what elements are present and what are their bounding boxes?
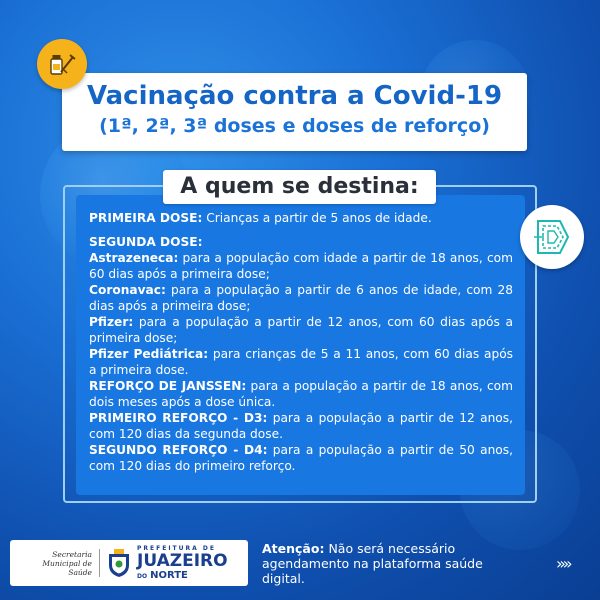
primeiro-reforco-item: PRIMEIRO REFORÇO - D3: para a população a partir de 12 anos, com 120 dias da segunda dose.	[89, 411, 513, 441]
eligibility-content	[76, 195, 525, 495]
segunda-dose-heading: SEGUNDA DOSE:	[89, 235, 203, 249]
double-chevron-right-icon: »»	[556, 554, 570, 573]
divider	[99, 549, 100, 577]
prefeitura-wordmark: PREFEITURA DE JUAZEIRO DO NORTE	[137, 545, 228, 581]
secretaria-label: Secretaria Municipal de Saúde	[42, 549, 92, 577]
title-box	[62, 73, 527, 151]
astrazeneca-item: Astrazeneca: para a população com idade a partir de 18 anos, com 60 dias após a primeira dose;	[89, 251, 513, 281]
coronavac-item: Coronavac: para a população a partir de 6 anos de idade, com 28 dias após a primeira dose;	[89, 283, 513, 313]
vaccine-vial-syringe-icon	[37, 39, 87, 89]
page-subtitle: (1ª, 2ª, 3ª doses e doses de reforço)	[99, 115, 490, 137]
pfizer-pediatrica-item: Pfizer Pediátrica: para crianças de 5 a 11 anos, com 60 dias após a primeira dose.	[89, 347, 513, 377]
attention-note: Atenção: Não será necessário agendamento na plataforma saúde digital.	[262, 541, 483, 586]
saude-digital-logo-icon	[520, 205, 584, 269]
page-title: Vacinação contra a Covid-19	[86, 81, 503, 111]
reforco-janssen-item: REFORÇO DE JANSSEN: para a população a partir de 18 anos, com dois meses após a dose única.	[89, 379, 514, 409]
section-label: A quem se destina:	[163, 170, 436, 204]
prefeitura-logo	[10, 540, 248, 586]
city-crest-icon	[107, 548, 131, 578]
primeira-dose-item: PRIMEIRA DOSE: Crianças a partir de 5 anos de idade.	[89, 211, 432, 225]
pfizer-item: Pfizer: para a população a partir de 12 anos, com 60 dias após a primeira dose;	[89, 315, 513, 345]
segundo-reforco-item: SEGUNDO REFORÇO - D4: para a população a partir de 50 anos, com 120 dias do primeiro reforço.	[89, 443, 513, 473]
